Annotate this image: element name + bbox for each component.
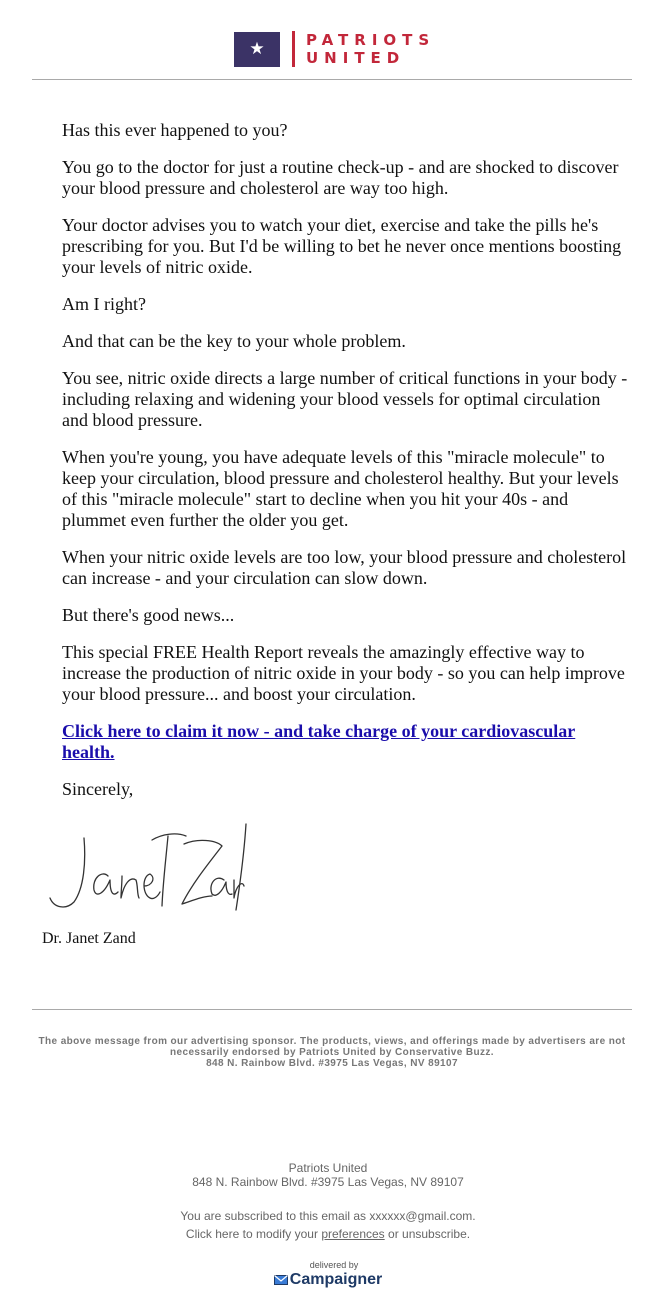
letter-closing: Sincerely, — [62, 779, 134, 799]
footer-org: Patriots United — [288, 1161, 368, 1175]
letter-paragraph: But there's good news... — [62, 605, 235, 625]
letter-paragraph: And that can be the key to your whole problem. — [62, 331, 406, 351]
logo-wordmark — [306, 32, 435, 67]
logo-divider — [292, 31, 295, 67]
header-divider — [32, 79, 632, 80]
logo-line-1: PATRIOTS — [306, 30, 436, 49]
envelope-icon — [274, 1275, 288, 1285]
disclaimer-address: 848 N. Rainbow Blvd. #3975 Las Vegas, NV 89107 — [206, 1058, 458, 1069]
preferences-link[interactable]: preferences — [321, 1227, 385, 1241]
campaigner-badge[interactable] — [266, 1260, 390, 1288]
letter-body — [62, 120, 628, 816]
logo-line-2: UNITED — [306, 48, 406, 67]
campaigner-name: Campaigner — [289, 1271, 383, 1288]
sponsor-disclaimer — [32, 1036, 632, 1069]
letter-paragraph: You go to the doctor for just a routine check-up - and are shocked to discover your blood pressure and cholesterol are way too high. — [62, 157, 619, 198]
disclaimer-text: The above message from our advertising sponsor. The products, views, and offerings made by advertisers are not necessarily endorsed by Patriots United by Conservative Buzz. — [38, 1036, 626, 1058]
footer-divider — [32, 1009, 632, 1010]
letter-paragraph: You see, nitric oxide directs a large number of critical functions in your body - including relaxing and widening your blood vessels for optimal circulation and blood pressure. — [62, 368, 628, 430]
claim-report-link[interactable]: Click here to claim it now - and take charge of your cardiovascular health. — [62, 721, 576, 762]
patriots-united-logo — [234, 30, 435, 68]
modify-prefix: Click here to modify your — [185, 1227, 318, 1241]
letter-paragraph: This special FREE Health Report reveals the amazingly effective way to increase the production of nitric oxide in your body - so you can help improve your blood pressure... and boost your circulation. — [62, 642, 625, 704]
letter-paragraph: When your nitric oxide levels are too low, your blood pressure and cholesterol can increase - and your circulation can slow down. — [62, 547, 627, 588]
modify-preferences-line — [0, 1227, 656, 1241]
email-footer — [0, 1161, 656, 1241]
letter-paragraph: When you're young, you have adequate levels of this "miracle molecule" to keep your circulation, blood pressure and cholesterol healthy. But your levels of this "miracle molecule" start to decline when you hit your 40s - and plummet even further the older you get. — [62, 447, 619, 530]
letter-paragraph: Has this ever happened to you? — [62, 120, 288, 140]
letter-paragraph: Your doctor advises you to watch your diet, exercise and take the pills he's prescribing for you. But I'd be willing to bet he never once mentions boosting your levels of nitric oxide. — [62, 215, 622, 277]
signature-image — [44, 822, 249, 914]
logo-star: ★ — [249, 39, 265, 59]
signer-name: Dr. Janet Zand — [42, 930, 136, 947]
star-icon — [234, 32, 280, 67]
modify-suffix[interactable]: or unsubscribe. — [388, 1227, 471, 1241]
campaigner-brand — [266, 1271, 390, 1288]
letter-paragraph: Am I right? — [62, 294, 146, 314]
subscription-note: You are subscribed to this email as xxxxxx@gmail.com. — [180, 1209, 476, 1223]
delivered-by-label: delivered by — [309, 1260, 359, 1270]
footer-address: 848 N. Rainbow Blvd. #3975 Las Vegas, NV 89107 — [192, 1175, 464, 1189]
